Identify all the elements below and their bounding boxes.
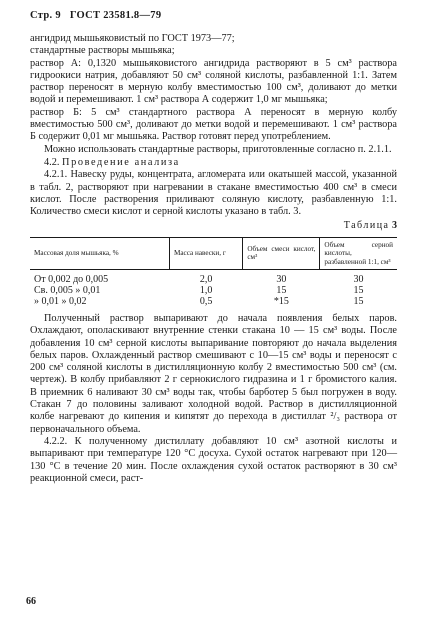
table-cell: 30: [353, 273, 364, 285]
table-header: Массовая доля мышьяка, %: [30, 237, 169, 269]
table-cell: 0,5: [199, 295, 213, 307]
table-header: Масса навески, г: [169, 237, 242, 269]
table-caption-word: Таблица: [343, 220, 390, 232]
paragraph: раствор А: 0,1320 мышьяковистого ангидрида растворяют в 5 см³ раствора гидроокиси натрия, добавляют 50 см³ соляной кислоты, разбавленной 1:1. Затем раствор переносят в мерную колбу вместимостью 100 см³, доливают до метки водой и перемешивают. 1 см³ раствора А содержит 1,0 мг мышьяка;: [30, 57, 397, 106]
paragraph-4-2-2: 4.2.2. К полученному дистиллату добавляют 10 см³ азотной кислоты и выпаривают при температуре 120 °С досуха. Сухой остаток нагревают при 120—130 °С в течение 20 мин. После охлаждения сухой остаток растворяют в 30 см³ реакционной смеси, раст-: [30, 435, 397, 484]
section-title: Проведение анализа: [62, 156, 180, 168]
standard-designation: ГОСТ 23581.8—79: [69, 10, 162, 21]
table-caption: [30, 220, 397, 232]
table-cell: От 0,002 до 0,005: [34, 273, 109, 285]
section-number: 4.2.: [44, 156, 60, 168]
table-cell: 15: [276, 284, 287, 296]
table-caption-number: 3: [392, 220, 397, 232]
table-cell: 15: [353, 295, 364, 307]
paragraph: Можно использовать стандартные растворы, приготовленные согласно п. 2.1.1.: [44, 143, 392, 155]
paragraph-4-2-1: 4.2.1. Навеску руды, концентрата, агломерата или окатышей массой, указанной в табл. 2, растворяют при нагревании в стакане вместимостью 400 см³ в смеси кислот. После растворения приливают соляную кислоту, разбавленную 1:1. Количество смеси кислот и серной кислоты указано в табл. 3.: [30, 169, 397, 218]
table-cell: 30: [276, 273, 287, 285]
table-cell: 15: [353, 284, 364, 296]
paragraph: Полученный раствор выпаривают до начала появления белых паров. Охлаждают, ополаскивают внутренние стенки стакана 10 — 15 см³ воды. После добавления 10 см³ серной кислоты выпаривание повторяют до начала выделения белых паров. Охлажденный раствор смешивают с 10—15 см³ воды и переносят с 200 см³ соляной кислоты в дистилляционную колбу 2 вместимостью 500 см³ (см. чертеж). В колбу прибавляют 2 г сернокислого гидразина и 1 г бромистого калия. В приемник 6 наливают 30 см³ воды так, чтобы барботер 5 был погружен в воду. Стакан 7 до половины заливают холодной водой. Раствор в дистилляционной колбе нагревают до кипения и кипятят до перехода в дистиллат ²/₃ раствора от первоначального объема.: [30, 312, 397, 435]
page-label: Стр. 9: [30, 10, 61, 21]
table-cell: *15: [273, 295, 289, 307]
paragraph: ангидрид мышьяковистый по ГОСТ 1973—77;: [30, 33, 235, 44]
table-row: [30, 296, 397, 307]
table-3: [30, 237, 397, 307]
section-heading: [30, 157, 397, 169]
table-header: Объем смеси кислот, см³: [243, 237, 320, 269]
paragraph: стандартные растворы мышьяка;: [30, 45, 175, 57]
table-cell: » 0,01 » 0,02: [34, 295, 87, 307]
document-body: [30, 33, 397, 485]
table-header: Объем серной кислоты, разбавленной 1:1, см³: [320, 237, 397, 269]
table-cell: 2,0: [199, 273, 213, 285]
paragraph: раствор Б: 5 см³ стандартного раствора А переносят в мерную колбу вместимостью 500 см³, доливают до метки водой и перемешивают. 1 см³ раствора Б содержит 0,01 мг мышьяка. Раствор готовят перед употреблением.: [30, 106, 397, 143]
table-cell: 1,0: [199, 284, 213, 296]
page-number: 66: [26, 596, 36, 607]
table-row: [30, 269, 397, 285]
table-cell: Св. 0,005 » 0,01: [34, 284, 101, 296]
page-header: [30, 10, 167, 21]
table-row: [30, 285, 397, 296]
